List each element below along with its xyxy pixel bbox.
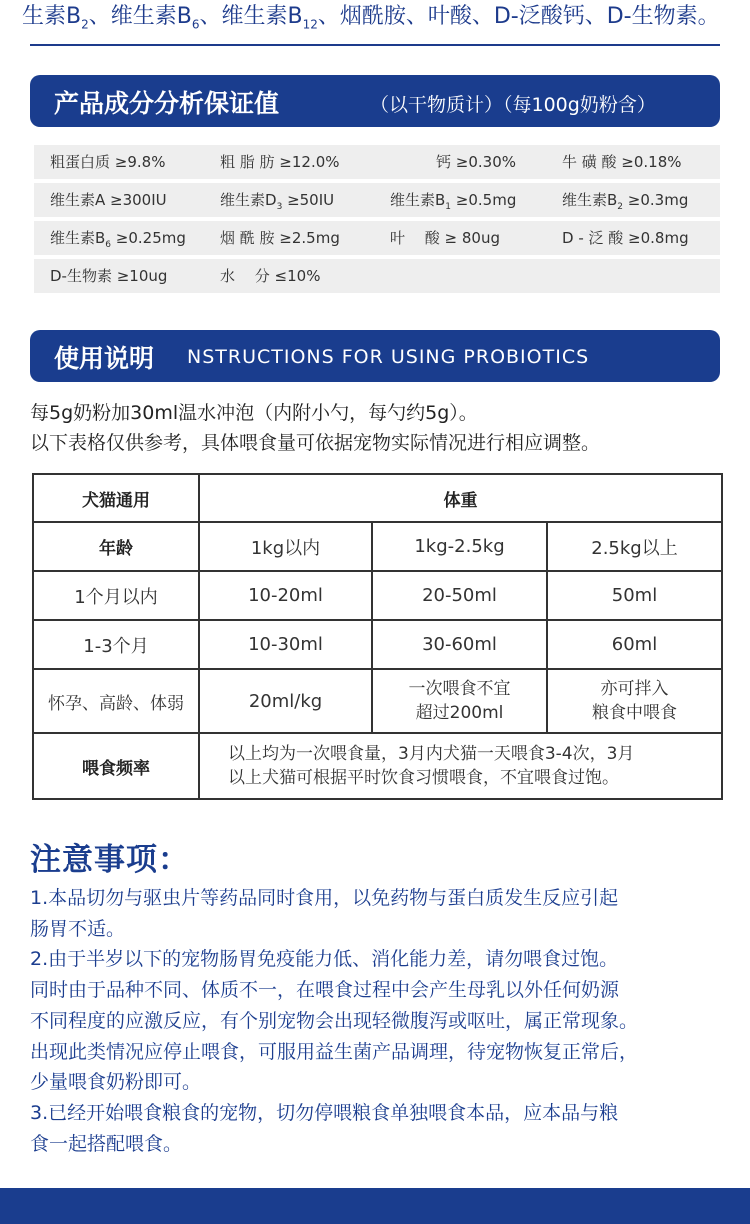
notice-line: 不同程度的应激反应，有个别宠物会出现轻微腹泻或呕吐，属正常现象。 xyxy=(30,1009,639,1032)
table-row xyxy=(33,669,722,733)
spec-row xyxy=(34,145,720,179)
weight-header: 体重 xyxy=(199,474,722,522)
spec-vitamin-a: 维生素A ≥300IU xyxy=(50,191,167,209)
ingredients-continued: 生素$B_2$、维生素$B_6$、维生素$B_{12}$、烟酰胺、叶酸、D-泛酸钙、D-生物素。 xyxy=(22,4,720,32)
spec-vitamin-b2: 维生素$B_2 \ge 0.3mg$ xyxy=(562,191,689,212)
table-row xyxy=(33,571,722,620)
frequency-label: 喂食频率 xyxy=(33,733,199,799)
weight-col: 2.5kg以上 xyxy=(547,522,722,571)
amount-cell: 10-30ml xyxy=(199,620,372,669)
notice-line: 肠胃不适。 xyxy=(30,917,126,940)
notice-line: 同时由于品种不同、体质不一，在喂食过程中会产生母乳以外任何奶源 xyxy=(30,979,620,1002)
notice-line: 出现此类情况应停止喂食，可服用益生菌产品调理，待宠物恢复正常后， xyxy=(30,1040,639,1063)
usage-line-2: 以下表格仅供参考，具体喂食量可依据宠物实际情况进行相应调整。 xyxy=(30,432,601,454)
spec-row xyxy=(34,183,720,217)
amount-cell: 20-50ml xyxy=(372,571,547,620)
table-row xyxy=(33,620,722,669)
amount-cell: 50ml xyxy=(547,571,722,620)
spec-moisture: 水 分 ≤10% xyxy=(220,267,321,285)
spec-biotin: D-生物素 ≥10ug xyxy=(50,267,168,285)
amount-cell: 60ml xyxy=(547,620,722,669)
footer-bar xyxy=(0,1188,750,1224)
spec-vitamin-b6: 维生素$B_6 \ge 0.25mg$ xyxy=(50,229,186,250)
spec-calcium: 钙 ≥0.30% xyxy=(436,153,516,171)
weight-col: 1kg以内 xyxy=(199,522,372,571)
notice-body xyxy=(30,883,740,1159)
amount-cell: 10-20ml xyxy=(199,571,372,620)
divider xyxy=(30,44,720,46)
usage-line-1: 每5g奶粉加30ml温水冲泡（内附小勺，每勺约5g）。 xyxy=(30,402,478,424)
spec-protein: 粗蛋白质 ≥9.8% xyxy=(50,153,166,171)
usage-subtitle: NSTRUCTIONS FOR USING PROBIOTICS xyxy=(187,346,590,368)
spec-pantothenate: D - 泛 酸 ≥0.8mg xyxy=(562,229,689,247)
spec-niacinamide: 烟 酰 胺 ≥2.5mg xyxy=(220,229,340,247)
notice-line: 少量喂食奶粉即可。 xyxy=(30,1071,202,1094)
frequency-text: 以上均为一次喂食量，3月内犬猫一天喂食3-4次，3月 以上犬猫可根据平时饮食习惯喂食，不宜喂食过饱。 xyxy=(199,733,722,799)
age-cell: 1-3个月 xyxy=(33,620,199,669)
spec-folic-acid: 叶 酸 ≥ 80ug xyxy=(390,229,500,247)
age-cell: 怀孕、高龄、体弱 xyxy=(33,669,199,733)
feeding-table xyxy=(32,473,723,800)
spec-row xyxy=(34,259,720,293)
usage-banner xyxy=(30,330,720,382)
usage-title: 使用说明 xyxy=(54,344,155,373)
age-header: 年龄 xyxy=(33,522,199,571)
weight-col: 1kg-2.5kg xyxy=(372,522,547,571)
spec-row xyxy=(34,221,720,255)
age-cell: 1个月以内 xyxy=(33,571,199,620)
analysis-subtitle: （以干物质计）（每100g奶粉含） xyxy=(370,94,656,116)
amount-cell: 30-60ml xyxy=(372,620,547,669)
table-row xyxy=(33,733,722,799)
notice-line: 3.已经开始喂食粮食的宠物，切勿停喂粮食单独喂食本品，应本品与粮 xyxy=(30,1101,619,1124)
spec-vitamin-d3: 维生素$D_3 \ge 50IU$ xyxy=(220,191,335,212)
notice-line: 食一起搭配喂食。 xyxy=(30,1132,183,1155)
analysis-title: 产品成分分析保证值 xyxy=(54,89,280,118)
notice-line: 1.本品切勿与驱虫片等药品同时食用，以免药物与蛋白质发生反应引起 xyxy=(30,887,619,909)
spec-fat: 粗 脂 肪 ≥12.0% xyxy=(220,153,340,171)
spec-vitamin-b1: 维生素$B_1 \ge 0.5mg$ xyxy=(390,191,517,212)
table-corner: 犬猫通用 xyxy=(33,474,199,522)
spec-taurine: 牛 磺 酸 ≥0.18% xyxy=(562,153,682,171)
notice-title: 注意事项： xyxy=(30,842,190,878)
amount-cell: 一次喂食不宜 超过200ml xyxy=(372,669,547,733)
amount-cell: 亦可拌入 粮食中喂食 xyxy=(547,669,722,733)
notice-line: 2.由于半岁以下的宠物肠胃免疫能力低、消化能力差，请勿喂食过饱。 xyxy=(30,948,619,971)
analysis-banner xyxy=(30,75,720,127)
amount-cell: 20ml/kg xyxy=(199,669,372,733)
